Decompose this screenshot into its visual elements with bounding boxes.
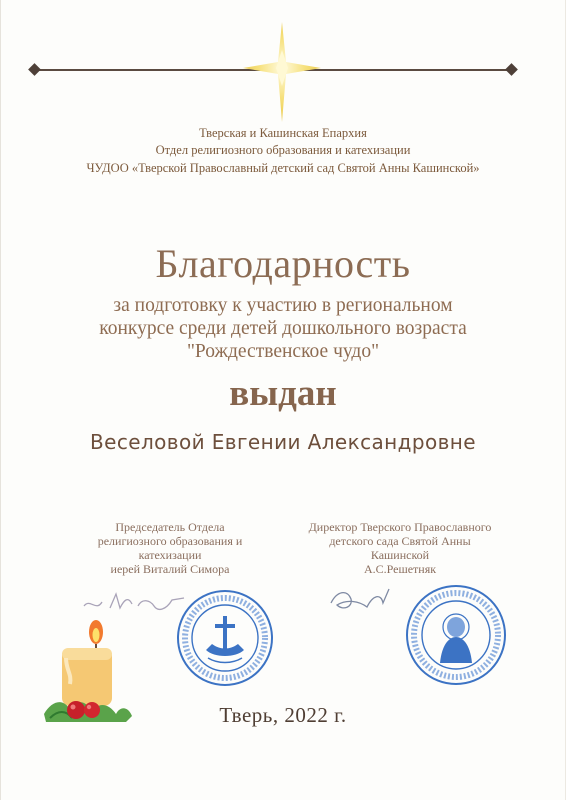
- issued-label: выдан: [229, 373, 337, 414]
- header-kindergarten: ЧУДОО «Тверской Православный детский сад Святой Анны Кашинской»: [86, 161, 480, 175]
- signature-left-line-3: катехизации: [138, 548, 202, 562]
- seal-stamp-left-icon: [174, 588, 276, 688]
- reason-line-3: "Рождественское чудо": [186, 341, 380, 362]
- signature-block-left: [60, 520, 280, 576]
- christmas-star-icon: [243, 22, 321, 122]
- header-eparchy: Тверская и Кашинская Епархия: [199, 126, 367, 140]
- signature-left-line-2: религиозного образования и: [97, 534, 243, 548]
- reason-line-2: конкурсе среди детей дошкольного возраста: [99, 318, 467, 339]
- signature-left-line-1: Председатель Отдела: [115, 520, 225, 534]
- signature-block-right: [290, 520, 510, 576]
- signature-right-line-3: Кашинской: [370, 548, 430, 562]
- certificate-title: Благодарность: [155, 241, 411, 286]
- signature-right-line-2: детского сада Святой Анны: [329, 534, 471, 548]
- reason-line-1: за подготовку к участию в региональном: [113, 295, 453, 316]
- city-and-year: Тверь, 2022 г.: [219, 703, 347, 727]
- recipient-name: Веселовой Евгении Александровне: [90, 430, 476, 454]
- signature-right-line-4: А.С.Решетняк: [363, 562, 437, 576]
- seal-stamp-right-icon: [404, 583, 508, 687]
- signature-left-line-4: иерей Виталий Симора: [110, 562, 230, 576]
- signature-right-line-1: Директор Тверского Православного: [308, 520, 492, 534]
- header-department: Отдел религиозного образования и катехизации: [155, 143, 411, 157]
- handwritten-signature-right: [325, 585, 405, 615]
